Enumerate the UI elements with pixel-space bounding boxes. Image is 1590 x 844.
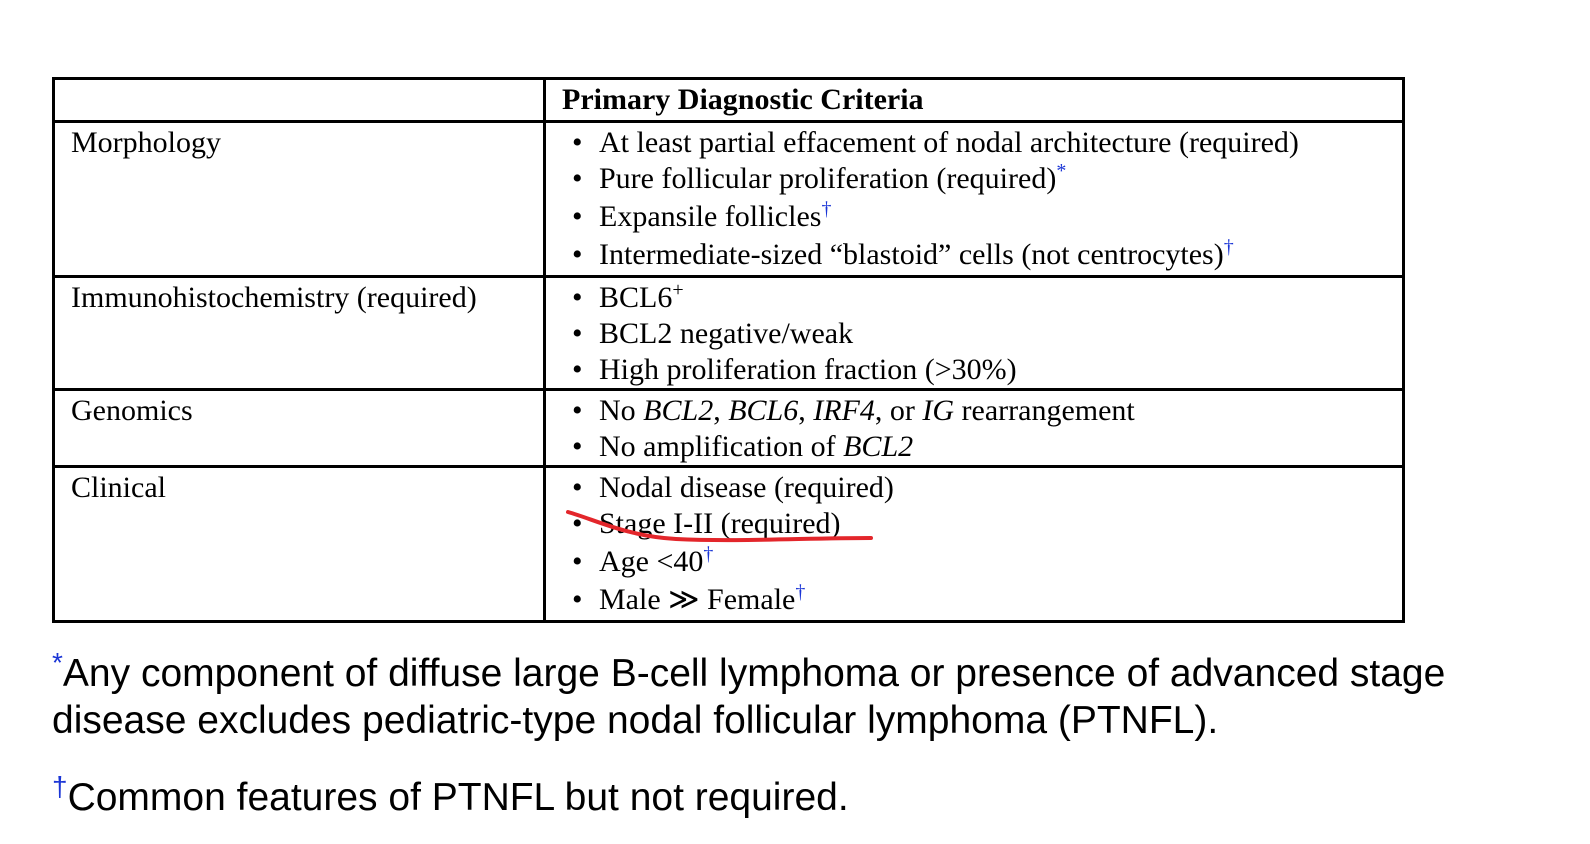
gene-name: IRF4 (813, 394, 875, 427)
table-row-morphology (54, 122, 1404, 277)
criteria-list-clinical (546, 468, 1402, 620)
row-label-genomics: Genomics (54, 390, 545, 467)
text-fragment: No amplification of (599, 430, 844, 463)
gene-name: IG (922, 394, 955, 427)
criteria-list-immunohistochemistry (546, 278, 1402, 388)
text-fragment: , (798, 394, 814, 427)
list-item-text: Nodal disease (required) (599, 471, 894, 504)
gene-name: BCL6 (728, 394, 799, 427)
header-title: Primary Diagnostic Criteria (545, 79, 1404, 122)
list-item (572, 582, 1402, 620)
list-item (572, 125, 1402, 161)
list-item (572, 470, 1402, 506)
footnote-text-line1: Any component of diffuse large B-cell lymphoma or presence of advanced stage (62, 652, 1446, 695)
footnote-text-line2: disease excludes pediatric-type nodal follicular lymphoma (PTNFL). (52, 699, 1219, 742)
row-criteria-genomics (545, 390, 1404, 467)
footnote-mark: * (52, 647, 63, 678)
text-fragment: No (599, 394, 644, 427)
list-item-text: High proliferation fraction (>30%) (599, 353, 1017, 386)
text-fragment: , or (874, 394, 923, 427)
table-row-immunohistochemistry (54, 277, 1404, 390)
table-row-genomics (54, 390, 1404, 467)
row-label-clinical: Clinical (54, 467, 545, 622)
row-label-morphology: Morphology (54, 122, 545, 277)
criteria-table (52, 77, 1405, 623)
footnote-asterisk (52, 647, 1552, 744)
list-item (572, 199, 1402, 237)
red-underline-annotation (566, 506, 876, 546)
row-label-immunohistochemistry: Immunohistochemistry (required) (54, 277, 545, 390)
row-criteria-morphology (545, 122, 1404, 277)
list-item-text: Expansile follicles (599, 200, 822, 233)
list-item (572, 161, 1402, 199)
criteria-list-genomics (546, 391, 1402, 465)
list-item-text: Pure follicular proliferation (required) (599, 162, 1057, 195)
list-item (572, 506, 1402, 544)
footnote-mark: * (1056, 160, 1067, 182)
header-blank-cell (54, 79, 545, 122)
row-criteria-immunohistochemistry (545, 277, 1404, 390)
gene-name: BCL2 (643, 394, 714, 427)
criteria-list-morphology (546, 123, 1402, 275)
table-row-clinical (54, 467, 1404, 622)
footnote-mark: † (795, 581, 806, 603)
list-item-text: At least partial effacement of nodal architecture (required) (599, 126, 1299, 159)
footnote-dagger (52, 771, 1552, 821)
list-item-text: BCL6 (599, 281, 673, 314)
text-fragment: rearrangement (954, 394, 1135, 427)
superscript-plus: + (672, 279, 684, 301)
list-item (572, 316, 1402, 352)
list-item (572, 280, 1402, 316)
row-criteria-clinical (545, 467, 1404, 622)
list-item (572, 544, 1402, 582)
list-item (572, 352, 1402, 388)
list-item-text: Intermediate-sized “blastoid” cells (not centrocytes) (599, 238, 1224, 271)
annotation-stroke-path (568, 512, 871, 540)
footnote-mark: † (821, 198, 832, 220)
list-item-text: Age <40 (599, 545, 704, 578)
footnote-mark: † (52, 771, 68, 802)
footnote-text: Common features of PTNFL but not required. (67, 776, 849, 819)
list-item (572, 393, 1402, 429)
list-item (572, 237, 1402, 275)
table-header-row (54, 79, 1404, 122)
footnote-mark: † (703, 543, 714, 565)
gene-name: BCL2 (843, 430, 914, 463)
footnote-mark: † (1223, 236, 1234, 258)
list-item (572, 429, 1402, 465)
list-item-text: Stage I-II (required) (599, 507, 841, 540)
text-fragment: , (713, 394, 729, 427)
list-item-text: Male ≫ Female (599, 583, 796, 616)
list-item-text: BCL2 negative/weak (599, 317, 854, 350)
